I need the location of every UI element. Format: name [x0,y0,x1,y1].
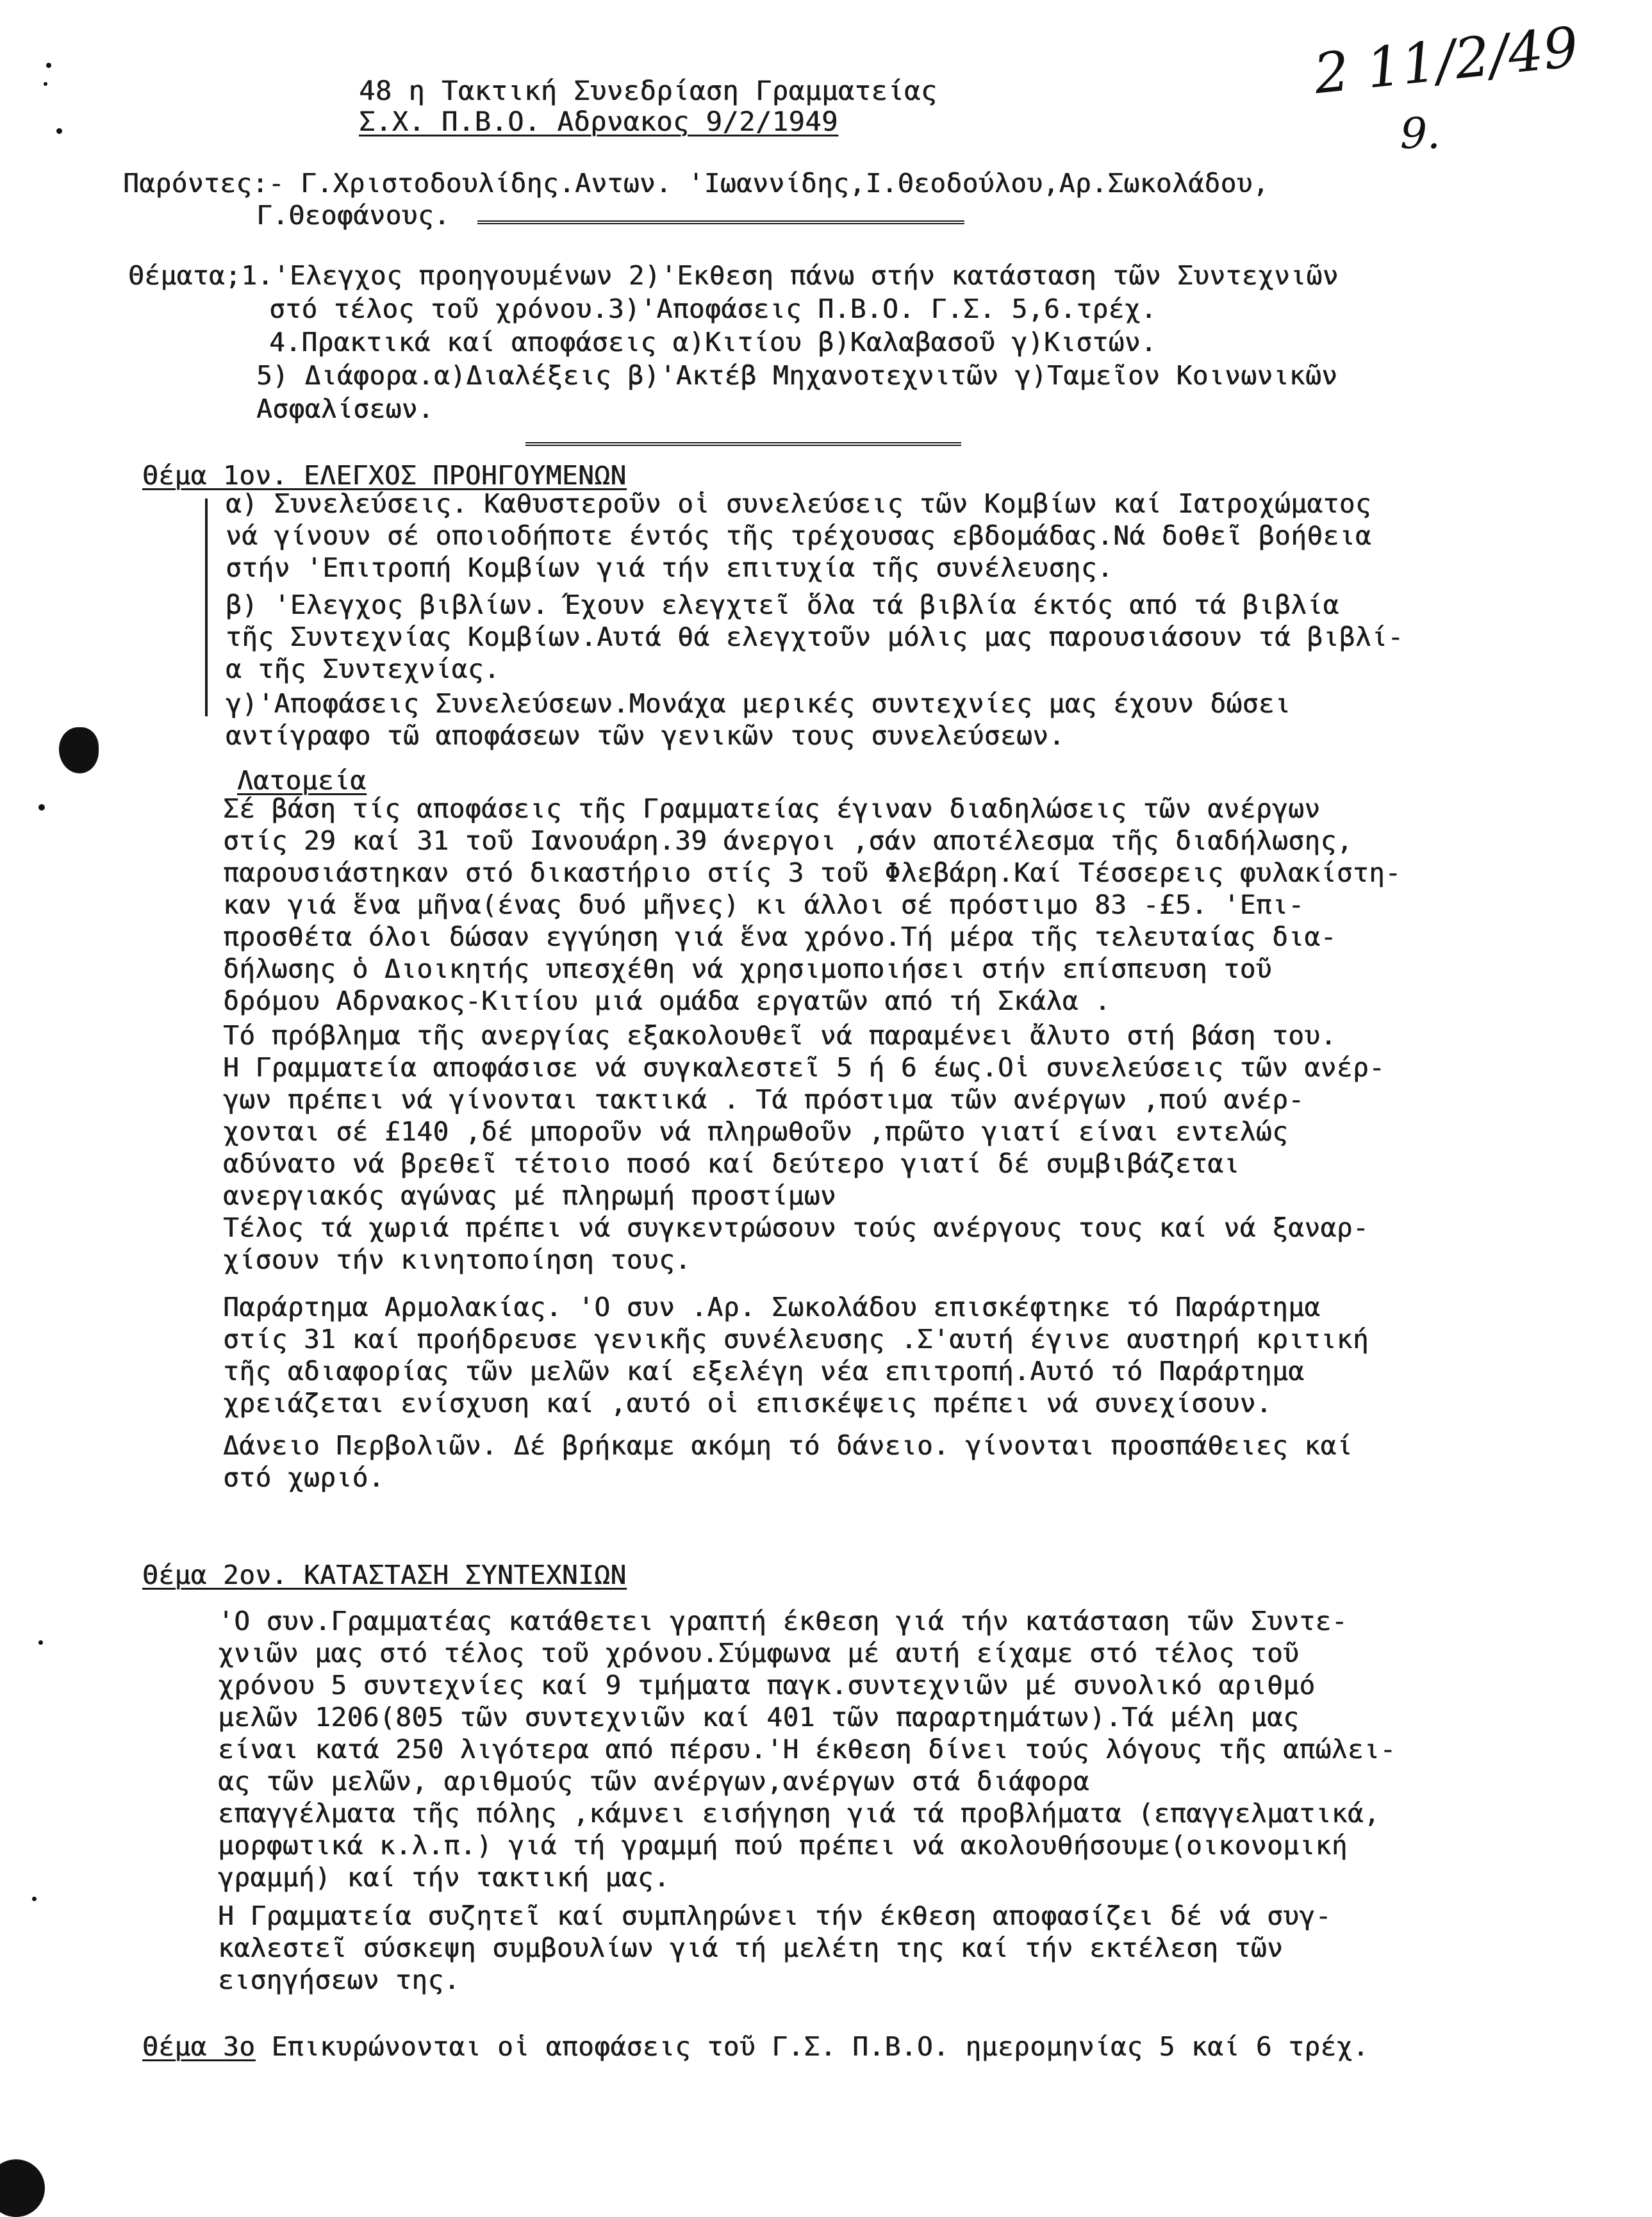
theme1-line: γ)'Αποφάσεις Συνελεύσεων.Μονάχα μερικές συντεχνίες μας έχουν δώσει [226,688,1291,719]
margin-dot [32,1897,37,1901]
theme1-para1-line: Σέ βάση τίς αποφάσεις τῆς Γραμματείας έγιναν διαδηλώσεις τῶν ανέργων [223,793,1321,824]
agenda-line: Ασφαλίσεων. [256,393,434,424]
margin-dot [44,82,47,86]
theme2-para1-line: ας τῶν μελῶν, αριθμούς τῶν ανέργων,ανέργων στά διάφορα [218,1766,1089,1797]
theme1-para2-line: Τό πρόβλημα τῆς ανεργίας εξακολουθεῖ νά παραμένει ἄλυτο στή βάση του. [223,1020,1337,1051]
theme2-para2-line: καλεστεῖ σύσκεψη συμβουλίων γιά τή μελέτη της καί τήν εκτέλεση τῶν [218,1933,1284,1963]
theme2-para1-line: μελῶν 1206(805 τῶν συντεχνιῶν καί 401 τῶν παραρτημάτων).Τά μέλη μας [218,1702,1300,1733]
theme2-para1-line: χνιῶν μας στό τέλος τοῦ χρόνου.Σύμφωνα μέ αυτή είχαμε στό τέλος τοῦ [218,1638,1300,1669]
agenda-line: στό τέλος τοῦ χρόνου.3)'Αποφάσεις Π.Β.Ο. Γ.Σ. 5,6.τρέχ. [269,293,1157,324]
theme2-para1-line: μορφωτικά κ.λ.π.) γιά τή γραμμή πού πρέπει νά ακολουθήσουμε(οικονομική [218,1830,1348,1861]
theme1-line: νά γίνουν σέ οποιοδήποτε έντός τῆς τρέχουσας εβδομάδας.Νά δοθεῖ βοήθεια [226,520,1372,551]
theme2-para1-line: γραμμή) καί τήν τακτική μας. [218,1862,670,1893]
attendees-line: Γ.Θεοφάνους. [256,200,450,231]
theme1-subheading: Λατομεία [237,765,367,796]
theme1-margin-bracket [205,499,208,716]
document-title: 48 η Τακτική Συνεδρίαση Γραμματείας [359,75,938,106]
theme1-para1-line: δήλωσης ὁ Διοικητής υπεσχέθη νά χρησιμοποιήσει στήν επίσπευση τοῦ [223,953,1272,984]
theme1-para4-line: στό χωριό. [223,1462,384,1493]
theme1-para1-line: καν γιά ἕνα μῆνα(ένας δυό μῆνες) κι άλλοι σέ πρόστιμο 83 -£5. 'Επι- [223,889,1305,920]
theme1-para2-line: Τέλος τά χωριά πρέπει νά συγκεντρώσουν τούς ανέργους τους καί νά ξαναρ- [223,1212,1369,1243]
theme1-para2-line: Η Γραμματεία αποφάσισε νά συγκαλεστεῖ 5 ή 6 έως.Οἱ συνελεύσεις τῶν ανέρ- [223,1052,1385,1083]
theme3-line [142,2031,1369,2062]
agenda-line: 4.Πρακτικά καί αποφάσεις α)Κιτίου β)Καλαβασοῦ γ)Κιστών. [269,327,1157,358]
theme1-para2-line: ανεργιακός αγώνας μέ πληρωμή προστίμων [223,1180,836,1211]
theme1-para4-line: Δάνειο Περβολιῶν. Δέ βρήκαμε ακόμη τό δάνειο. γίνονται προσπάθειες καί [223,1430,1353,1461]
theme1-line: αντίγραφο τῶ αποφάσεων τῶν γενικῶν τους συνελεύσεων. [226,720,1065,751]
punch-hole-mark [59,727,99,773]
theme1-para3-line: στίς 31 καί προήδρευσε γενικῆς συνέλευσης .Σ'αυτή έγινε αυστηρή κριτική [223,1324,1369,1355]
theme2-para1-line: επαγγέλματα τῆς πόλης ,κάμνει εισήγηση γιά τά προβλήματα (επαγγελματικά, [218,1798,1380,1829]
theme1-line: β) 'Ελεγχος βιβλίων. Έχουν ελεγχτεῖ ὅλα τά βιβλία έκτός από τά βιβλία [226,589,1339,620]
attendees-line: Παρόντες:- Γ.Χριστοδουλίδης.Αντων. 'Ιωαννίδης,Ι.Θεοδούλου,Αρ.Σωκολάδου, [123,168,1269,199]
theme1-line: α) Συνελεύσεις. Καθυστεροῦν οἱ συνελεύσεις τῶν Κομβίων καί Ιατροχώματος [226,488,1372,519]
theme1-para2-line: αδύνατο νά βρεθεῖ τέτοιο ποσό καί δεύτερο γιατί δέ συμβιβάζεται [223,1148,1240,1179]
theme1-para2-line: γων πρέπει νά γίνονται τακτικά . Τά πρόστιμα τῶν ανέργων ,πού ανέρ- [223,1084,1305,1115]
theme1-line: α τῆς Συντεχνίας. [226,654,500,684]
theme2-para2-line: εισηγήσεων της. [218,1965,460,1995]
attendees-rule [477,220,964,224]
theme1-para3-line: χρειάζεται ενίσχυση καί ,αυτό οἱ επισκέψεις πρέπει νά συνεχίσουν. [223,1388,1272,1419]
theme1-para1-line: παρουσιάστηκαν στό δικαστήριο στίς 3 τοῦ Φλεβάρη.Καί Τέσσερεις φυλακίστη- [223,857,1401,888]
margin-dot [56,128,62,134]
theme2-heading: Θέμα 2ον. ΚΑΤΑΣΤΑΣΗ ΣΥΝΤΕΧΝΙΩΝ [142,1560,627,1590]
theme1-heading: Θέμα 1ον. ΕΛΕΓΧΟΣ ΠΡΟΗΓΟΥΜΕΝΩΝ [142,460,627,491]
agenda-rule [525,442,961,446]
theme2-para2-line: Η Γραμματεία συζητεῖ καί συμπληρώνει τήν έκθεση αποφασίζει δέ νά συγ- [218,1900,1332,1931]
theme1-para1-line: προσθέτα όλοι δώσαν εγγύηση γιά ἕνα χρόνο.Τή μέρα τῆς τελευταίας δια- [223,921,1337,952]
theme1-para1-line: στίς 29 καί 31 τοῦ Ιανουάρη.39 άνεργοι ,σάν αποτέλεσμα τῆς διαδήλωσης, [223,825,1353,856]
theme3-text: Επικυρώνονται οἱ αποφάσεις τοῦ Γ.Σ. Π.Β.Ο. ημερομηνίας 5 καί 6 τρέχ. [255,2031,1369,2062]
margin-dot [38,1640,43,1645]
theme2-para1-line: είναι κατά 250 λιγότερα από πέρσυ.'Η έκθεση δίνει τούς λόγους τῆς απώλει- [218,1734,1396,1765]
document-subtitle: Σ.Χ. Π.Β.Ο. Αδρνακος 9/2/1949 [359,106,838,137]
agenda-line: Θέματα;1.'Ελεγχος προηγουμένων 2)'Εκθεση πάνω στήν κατάσταση τῶν Συντεχνιῶν [128,260,1339,291]
margin-dot [46,63,51,68]
theme1-line: τῆς Συντεχνίας Κομβίων.Αυτά θά ελεγχτοῦν μόλις μας παρουσιάσουν τά βιβλί- [226,622,1404,652]
theme1-line: στήν 'Επιτροπή Κομβίων γιά τήν επιτυχία τῆς συνέλευσης. [226,552,1114,583]
handwritten-date-note: 2 11/2/49 [1310,15,1582,107]
theme2-para1-line: χρόνου 5 συντεχνίες καί 9 τμήματα παγκ.συντεχνιῶν μέ συνολικό αριθμό [218,1670,1316,1701]
agenda-line: 5) Διάφορα.α)Διαλέξεις β)'Ακτέβ Μηχανοτεχνιτῶν γ)Ταμεῖον Κοινωνικῶν [256,360,1338,391]
theme1-para2-line: χονται σέ £140 ,δέ μποροῦν νά πληρωθοῦν ,πρῶτο γιατί είναι εντελώς [223,1116,1289,1147]
page-corner-mark [0,2159,45,2217]
theme2-para1-line: 'Ο συν.Γραμματέας κατάθετει γραπτή έκθεση γιά τήν κατάσταση τῶν Συντε- [218,1606,1348,1636]
theme1-para2-line: χίσουν τήν κινητοποίηση τους. [223,1244,691,1275]
handwritten-mark: 9. [1400,109,1441,158]
theme1-para3-line: τῆς αδιαφορίας τῶν μελῶν καί εξελέγη νέα επιτροπή.Αυτό τό Παράρτημα [223,1356,1305,1387]
theme3-heading: Θέμα 3ο [142,2031,256,2062]
theme1-para1-line: δρόμου Αδρνακος-Κιτίου μιά ομάδα εργατῶν από τή Σκάλα . [223,985,1111,1016]
margin-dot [38,804,45,811]
theme1-para3-line: Παράρτημα Αρμολακίας. 'Ο συν .Αρ. Σωκολάδου επισκέφτηκε τό Παράρτημα [223,1292,1321,1323]
